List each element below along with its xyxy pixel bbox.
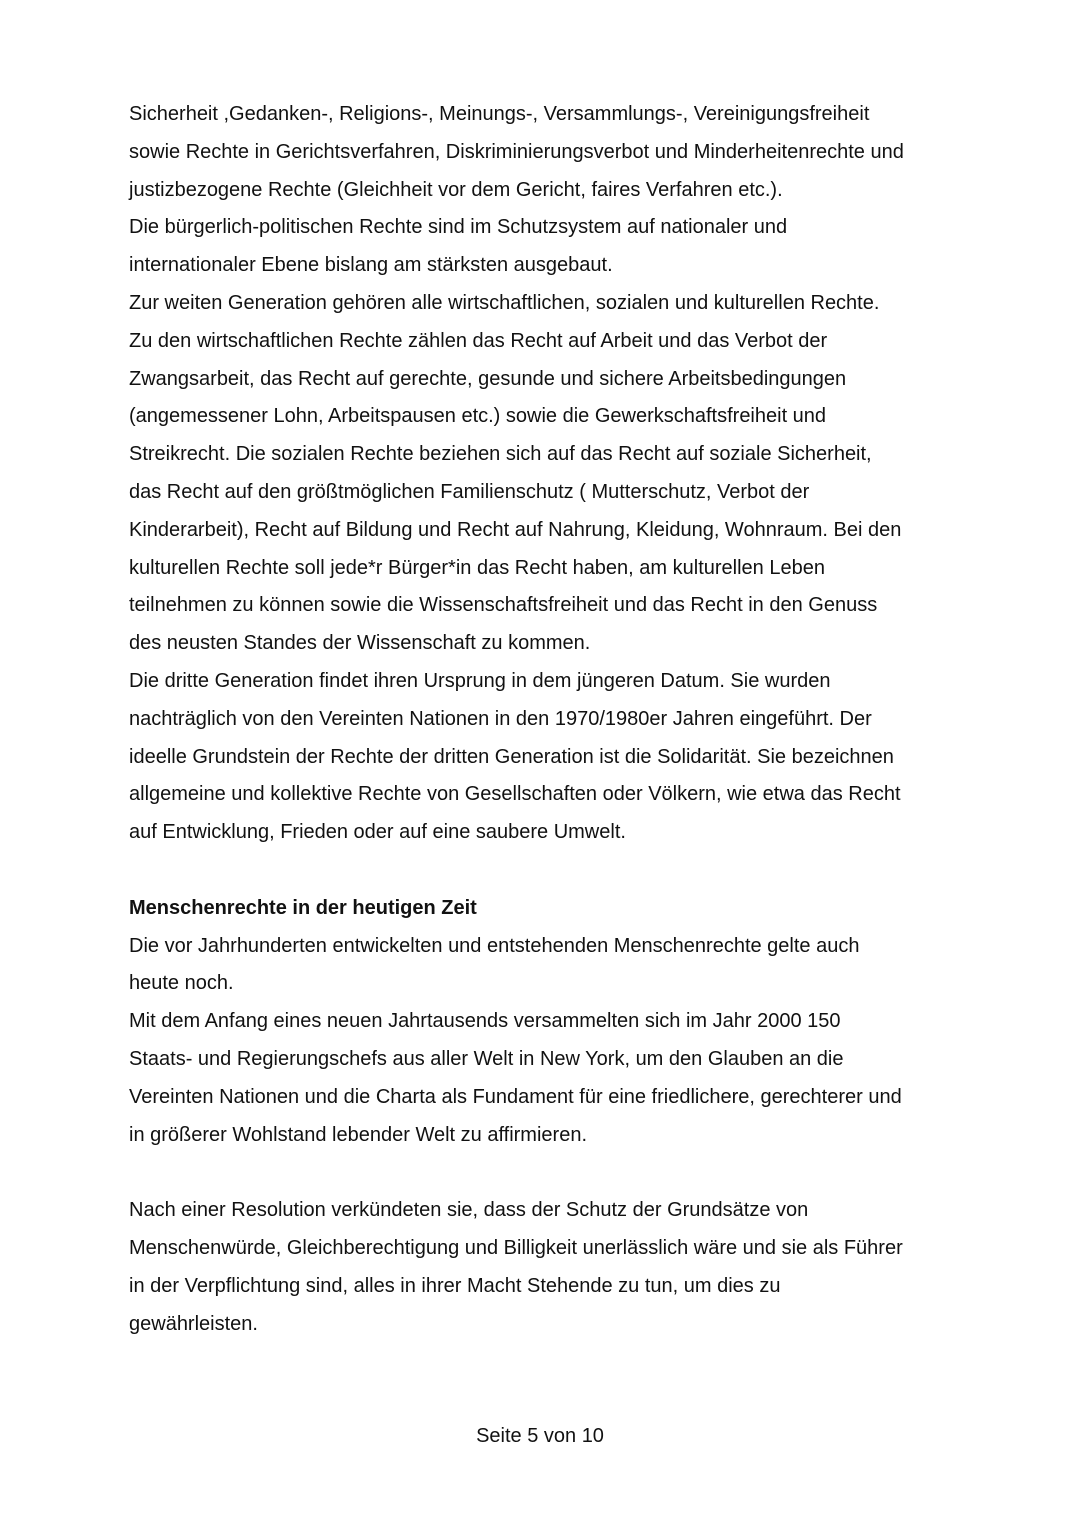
text-line: kulturellen Rechte soll jede*r Bürger*in das Recht haben, am kulturellen Leben xyxy=(129,556,825,579)
page-number: Seite 5 von 10 xyxy=(476,1425,604,1447)
text-line: Sicherheit ,Gedanken-, Religions-, Meinungs-, Versammlungs-, Vereinigungsfreiheit xyxy=(129,103,870,125)
text-line: Nach einer Resolution verkündeten sie, dass der Schutz der Grundsätze von xyxy=(129,1199,809,1222)
text-line: das Recht auf den größtmöglichen Familienschutz ( Mutterschutz, Verbot der xyxy=(129,480,810,503)
paragraph-spacer xyxy=(129,1154,989,1192)
text-line: heute noch. xyxy=(129,972,234,995)
text-line: Vereinten Nationen und die Charta als Fundament für eine friedlichere, gerechterer und xyxy=(129,1085,902,1108)
text-line: auf Entwicklung, Frieden oder auf eine saubere Umwelt. xyxy=(129,821,626,844)
text-line: in größerer Wohlstand lebender Welt zu affirmieren. xyxy=(129,1123,587,1146)
text-line: Die vor Jahrhunderten entwickelten und entstehenden Menschenrechte gelte auch xyxy=(129,934,860,957)
text-line: Mit dem Anfang eines neuen Jahrtausends versammelten sich im Jahr 2000 150 xyxy=(129,1010,841,1033)
text-line: justizbezogene Rechte (Gleichheit vor dem Gericht, faires Verfahren etc.). xyxy=(129,178,783,201)
text-line: sowie Rechte in Gerichtsverfahren, Diskriminierungsverbot und Minderheitenrechte und xyxy=(129,140,904,163)
text-line: Menschenwürde, Gleichberechtigung und Billigkeit unerlässlich wäre und sie als Führer xyxy=(129,1236,903,1259)
text-line: ideelle Grundstein der Rechte der dritten Generation ist die Solidarität. Sie bezeichnen xyxy=(129,745,894,768)
section-heading: Menschenrechte in der heutigen Zeit xyxy=(129,896,477,919)
text-line: in der Verpflichtung sind, alles in ihrer Macht Stehende zu tun, um dies zu xyxy=(129,1274,781,1297)
text-line: Zur weiten Generation gehören alle wirtschaftlichen, sozialen und kulturellen Rechte. xyxy=(129,291,880,314)
text-line: allgemeine und kollektive Rechte von Gesellschaften oder Völkern, wie etwa das Recht xyxy=(129,783,901,806)
text-line: gewährleisten. xyxy=(129,1312,258,1335)
text-line: Streikrecht. Die sozialen Rechte beziehen sich auf das Recht auf soziale Sicherheit, xyxy=(129,443,872,466)
text-line: des neusten Standes der Wissenschaft zu kommen. xyxy=(129,632,591,655)
document-body xyxy=(129,96,989,1343)
text-line: Zwangsarbeit, das Recht auf gerechte, gesunde und sichere Arbeitsbedingungen xyxy=(129,367,847,390)
text-line: Kinderarbeit), Recht auf Bildung und Recht auf Nahrung, Kleidung, Wohnraum. Bei den xyxy=(129,518,902,541)
paragraph-rights-generations xyxy=(129,96,989,852)
text-line: Staats- und Regierungschefs aus aller Welt in New York, um den Glauben an die xyxy=(129,1047,844,1070)
text-line: Zu den wirtschaftlichen Rechte zählen das Recht auf Arbeit und das Verbot der xyxy=(129,329,828,352)
text-line: (angemessener Lohn, Arbeitspausen etc.) sowie die Gewerkschaftsfreiheit und xyxy=(129,405,827,428)
text-line: teilnehmen zu können sowie die Wissenschaftsfreiheit und das Recht in den Genuss xyxy=(129,594,878,617)
text-line: Die dritte Generation findet ihren Ursprung in dem jüngeren Datum. Sie wurden xyxy=(129,669,831,692)
paragraph-resolution xyxy=(129,1192,989,1343)
section-today xyxy=(129,890,989,1155)
text-line: Die bürgerlich-politischen Rechte sind im Schutzsystem auf nationaler und xyxy=(129,216,788,239)
text-line: internationaler Ebene bislang am stärksten ausgebaut. xyxy=(129,254,613,277)
paragraph-spacer xyxy=(129,852,989,890)
text-line: nachträglich von den Vereinten Nationen in den 1970/1980er Jahren eingeführt. Der xyxy=(129,707,872,730)
